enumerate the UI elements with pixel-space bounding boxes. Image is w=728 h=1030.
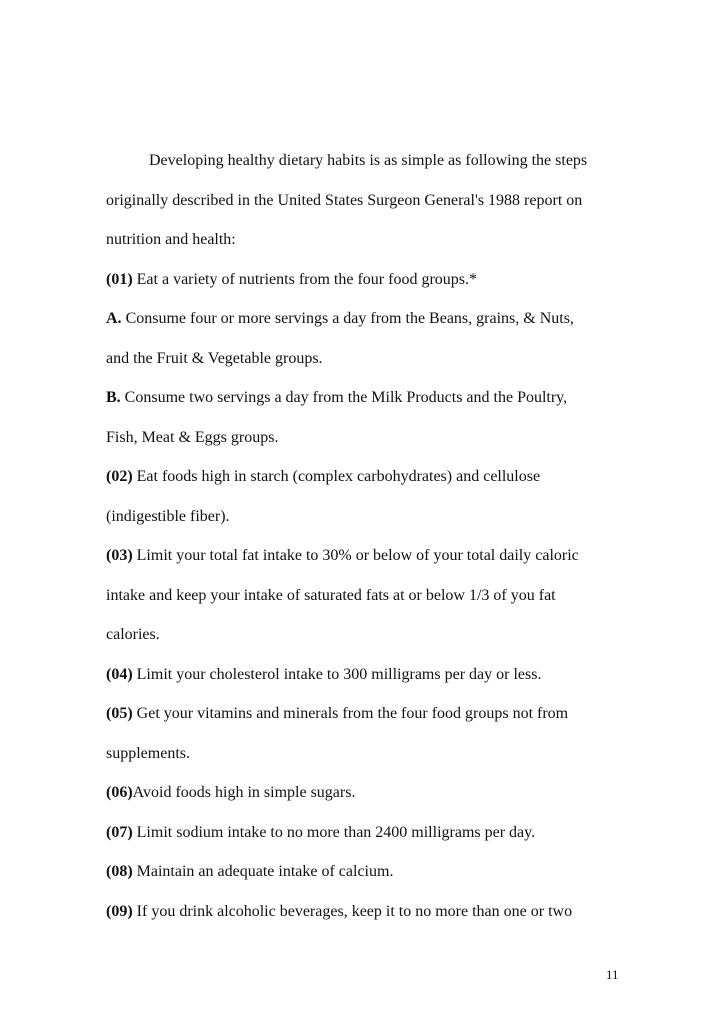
paragraph-line bbox=[106, 734, 626, 774]
line-text: Maintain an adequate intake of calcium. bbox=[132, 863, 394, 880]
paragraph-line bbox=[106, 220, 626, 260]
line-text: (indigestible fiber). bbox=[106, 507, 230, 525]
page-number: 11 bbox=[606, 967, 619, 982]
list-item bbox=[106, 655, 626, 695]
body-text bbox=[106, 141, 626, 931]
line-text: supplements. bbox=[106, 744, 190, 762]
list-item bbox=[106, 694, 626, 734]
item-number: B. bbox=[106, 389, 121, 406]
list-item bbox=[106, 852, 626, 892]
list-item bbox=[106, 773, 626, 813]
item-number: (06) bbox=[106, 784, 133, 801]
item-number: (09) bbox=[106, 902, 133, 920]
list-item bbox=[106, 457, 626, 497]
paragraph-line bbox=[106, 497, 626, 537]
list-item bbox=[106, 892, 626, 932]
paragraph-line bbox=[106, 576, 626, 616]
line-text: Eat a variety of nutrients from the four food groups.* bbox=[132, 270, 478, 288]
item-number: (02) bbox=[106, 468, 133, 485]
line-text: If you drink alcoholic beverages, keep it to no more than one or two bbox=[132, 902, 573, 920]
line-text: Limit your total fat intake to 30% or below of your total daily caloric bbox=[132, 547, 579, 564]
item-number: A. bbox=[106, 310, 122, 327]
item-number: (08) bbox=[106, 863, 133, 880]
paragraph-line bbox=[106, 339, 626, 379]
line-text: nutrition and health: bbox=[106, 231, 236, 248]
item-number: (01) bbox=[106, 270, 133, 288]
line-text: calories. bbox=[106, 626, 160, 643]
line-text: Avoid foods high in simple sugars. bbox=[132, 784, 356, 801]
paragraph-line bbox=[106, 141, 626, 181]
line-text: Developing healthy dietary habits is as simple as following the steps bbox=[149, 152, 588, 169]
item-number: (05) bbox=[106, 705, 133, 722]
paragraph-line bbox=[106, 418, 626, 458]
line-text: Eat foods high in starch (complex carbohydrates) and cellulose bbox=[132, 468, 541, 485]
line-text: Limit sodium intake to no more than 2400 milligrams per day. bbox=[132, 823, 536, 841]
paragraph-line bbox=[106, 181, 626, 221]
paragraph-line bbox=[106, 615, 626, 655]
list-item bbox=[106, 378, 626, 418]
line-text: Fish, Meat & Eggs groups. bbox=[106, 428, 279, 446]
line-text: Consume two servings a day from the Milk Products and the Poultry, bbox=[120, 389, 568, 406]
line-text: Limit your cholesterol intake to 300 milligrams per day or less. bbox=[132, 665, 542, 683]
item-number: (03) bbox=[106, 547, 133, 564]
list-item bbox=[106, 260, 626, 300]
list-item bbox=[106, 299, 626, 339]
line-text: Consume four or more servings a day from the Beans, grains, & Nuts, bbox=[121, 310, 574, 327]
line-text: intake and keep your intake of saturated fats at or below 1/3 of you fat bbox=[106, 586, 556, 604]
line-text: and the Fruit & Vegetable groups. bbox=[106, 349, 323, 367]
list-item bbox=[106, 536, 626, 576]
line-text: originally described in the United States Surgeon General's 1988 report on bbox=[106, 191, 583, 209]
item-number: (04) bbox=[106, 665, 133, 683]
list-item bbox=[106, 813, 626, 853]
line-text: Get your vitamins and minerals from the four food groups not from bbox=[132, 705, 569, 722]
item-number: (07) bbox=[106, 823, 133, 841]
